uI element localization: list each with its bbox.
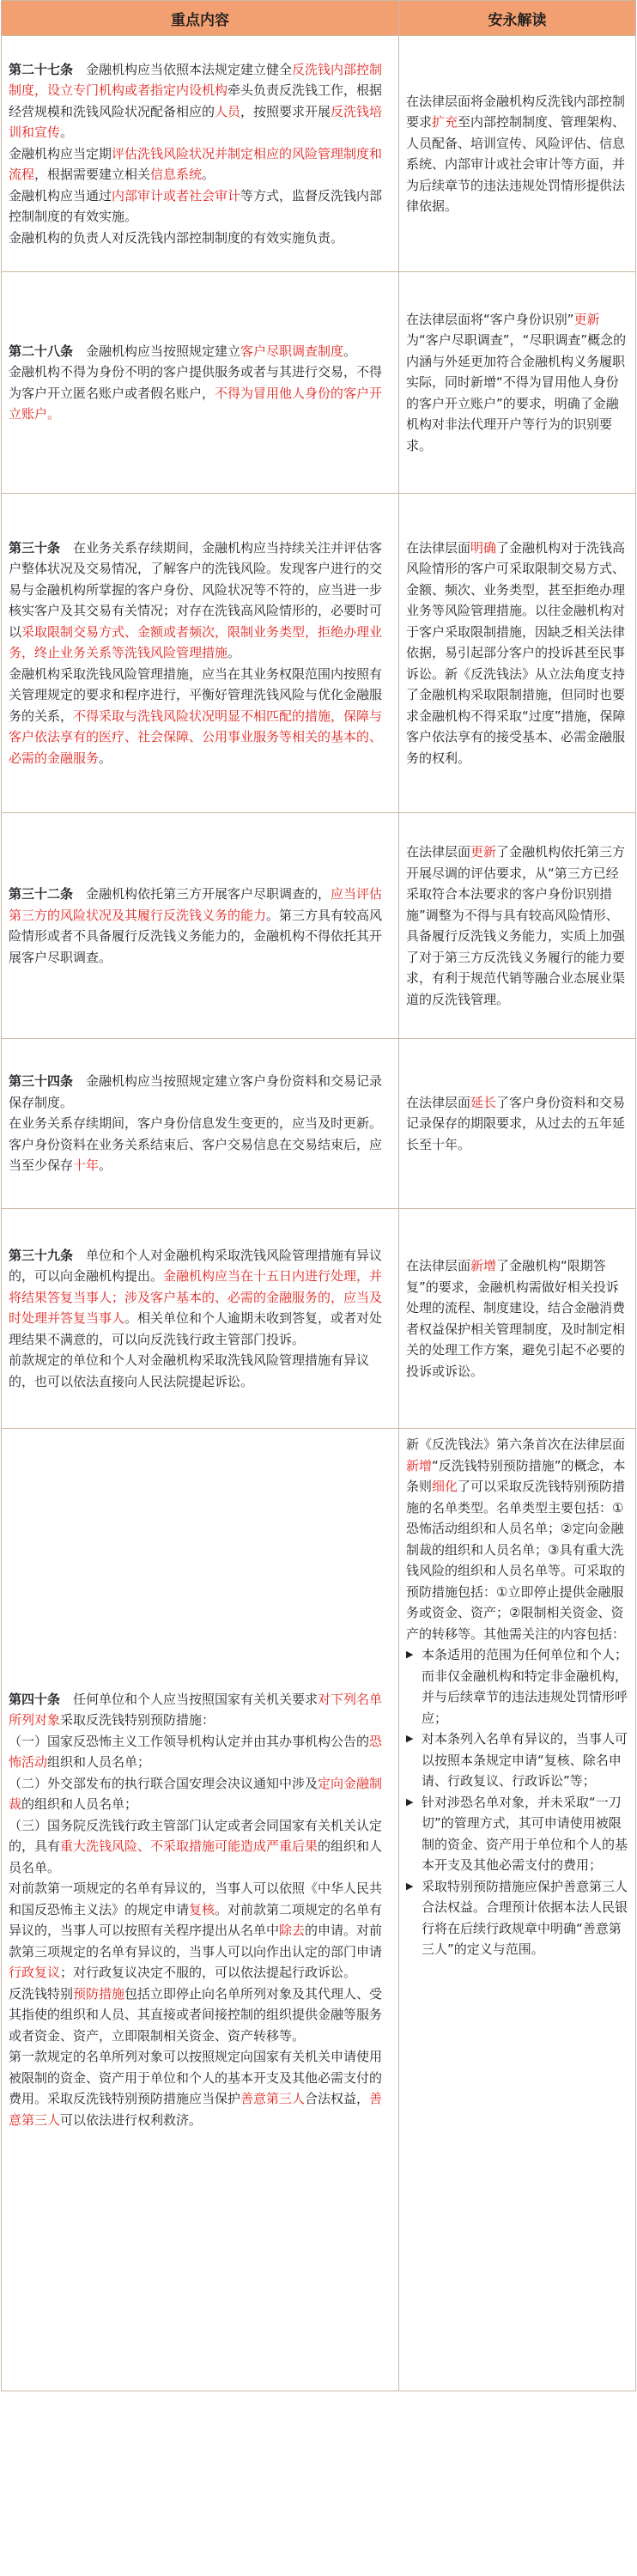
text-run: 金融机构采取洗钱风险管理措施，应当在其业务权限范围内按照有关管理规定的要求和程序进行，平衡好管理洗钱风险与优化金融服务的关系， bbox=[9, 665, 383, 724]
highlighted-text: 应当评估第三方的风险状况及其履行反洗钱义务的能力 bbox=[9, 886, 383, 923]
text-run: 为“客户尽职调查”，“尽职调查”概念的内涵与外延更加符合金融机构义务履职实际，同时新增“不得为冒用他人身份的客户开立账户”的要求，明确了金融机构对非法代理开户等行为的识别要求。 bbox=[406, 332, 627, 453]
key-content-cell bbox=[2, 494, 398, 812]
interpretation-cell bbox=[398, 813, 635, 1038]
table-row bbox=[2, 1429, 635, 2391]
bullet-item: ▶ 本条适用的范围为任何单位和个人；而非仅金融机构和特定非金融机构，并与后续章节的违法违规处罚情形呼应； bbox=[406, 1644, 628, 1728]
text-run: 在业务关系存续期间，客户身份信息发生变更的，应当及时更新。 bbox=[9, 1115, 383, 1132]
key-content-cell bbox=[2, 1429, 398, 2391]
highlighted-text: 新增 bbox=[470, 1258, 497, 1273]
table-row bbox=[2, 36, 635, 272]
highlighted-text: 延长 bbox=[470, 1094, 497, 1110]
highlighted-text: 不得为冒用他人身份的客户开立账户。 bbox=[9, 385, 383, 422]
legal-paragraph bbox=[9, 1350, 391, 1392]
text-run: 在法律层面将金融机构反洗钱内部控制要求 bbox=[406, 93, 626, 130]
text-run: 了金融机构依托第三方开展尽调的评估要求，从“第三方已经采取符合本法要求的客户身份识别措施”调整为不得与具有较高风险情形、具备履行反洗钱义务能力，实质上加强了对于第三方反洗钱义务履行的能力要求，有利于规范代销等融合业态展业渠道的反洗钱管理。 bbox=[406, 844, 626, 1007]
interpretation-bullet-list bbox=[406, 1644, 628, 1960]
text-run: 金融机构依托第三方开展客户尽职调查的， bbox=[73, 886, 331, 902]
highlighted-text: 重大洗钱风险、不采取措施可能造成严重后果 bbox=[60, 1838, 318, 1855]
highlighted-text: 定向金融制裁 bbox=[9, 1775, 383, 1813]
highlighted-text: 反洗钱培训和宣传 bbox=[9, 103, 383, 141]
legal-paragraph bbox=[9, 59, 391, 143]
highlighted-text: 细化 bbox=[432, 1479, 458, 1494]
text-run: 的组织和人员名单； bbox=[21, 1796, 138, 1813]
key-content-cell bbox=[2, 272, 398, 493]
highlighted-text: 客户尽职调查制度 bbox=[240, 343, 344, 359]
highlighted-text: 不得采取与洗钱风险状况明显不相匹配的措施，保障与客户依法享有的医疗、社会保障、公用事业服务等相关的基本的、必需的金融服务 bbox=[9, 708, 383, 766]
text-run: 了可以采取反洗钱特别预防措施的名单类型。名单类型主要包括：①恐怖活动组织和人员名单；②定向金融制裁的组织和人员名单；③具有重大洗钱风险的组织和人员名单等。可采取的预防措施包括：①立即停止提供金融服务或资金、资产；②限制相关资金、资产的转移等。其他需关注的内容包括： bbox=[406, 1479, 626, 1642]
legal-paragraph bbox=[9, 2046, 391, 2130]
text-run: 。 bbox=[228, 645, 241, 661]
text-run: 在业务关系存续期间，金融机构应当持续关注并评估客户整体状况及交易情况，了解客户的洗钱风险。发现客户进行的交易与金融机构所掌握的客户身份、风险状况等不符的，应当进一步核实客户及其交易有关情况；对存在洗钱高风险情形的，必要时可以 bbox=[9, 539, 383, 640]
text-run: （三）国务院反洗钱行政主管部门认定或者会同国家有关机关认定的，具有 bbox=[9, 1817, 383, 1855]
text-run: 。相关单位和个人逾期未收到答复，或者对处理结果不满意的，可以向反洗钱行政主管部门投诉。 bbox=[9, 1310, 383, 1347]
table-header bbox=[2, 1, 635, 36]
text-run: 组织和人员名单； bbox=[47, 1754, 151, 1771]
header-ey-interpretation: 安永解读 bbox=[398, 1, 635, 35]
highlighted-text: 十年 bbox=[73, 1157, 100, 1174]
text-run: 金融机构的负责人对反洗钱内部控制制度的有效实施负责。 bbox=[9, 229, 344, 246]
legal-paragraph bbox=[9, 228, 391, 249]
legal-paragraph bbox=[9, 143, 391, 185]
legal-paragraph bbox=[9, 185, 391, 228]
text-run: ；对行政复议决定不服的，可以依法提起行政诉讼。 bbox=[60, 1965, 357, 1981]
interpretation-cell bbox=[398, 272, 635, 493]
table-row bbox=[2, 494, 635, 813]
highlighted-text: 预防措施 bbox=[73, 1985, 125, 2002]
interpretation-cell bbox=[398, 1039, 635, 1208]
key-content-cell bbox=[2, 36, 398, 271]
legal-paragraph bbox=[9, 1984, 391, 2047]
highlighted-text: 明确 bbox=[470, 539, 497, 556]
legal-paragraph bbox=[9, 1134, 391, 1176]
highlighted-text: 扩充 bbox=[432, 114, 458, 130]
table-row bbox=[2, 813, 635, 1039]
text-run: 。 bbox=[99, 750, 112, 766]
text-run: （二）外交部发布的执行联合国安理会决议通知中涉及 bbox=[9, 1775, 318, 1791]
text-run: 至内部控制制度、管理架构、人员配备、培训宣传、风险评估、信息系统、内部审计或社会审计等方面，并为后续章节的违法违规处罚情形提供法律依据。 bbox=[406, 114, 626, 214]
text-run: ，按照要求开展 bbox=[240, 103, 331, 119]
bullet-item: ▶ 对本条列入名单有异议的，当事人可以按照本条规定申请“复核、除名申请、行政复议、行政诉讼”等； bbox=[406, 1728, 628, 1792]
header-key-content: 重点内容 bbox=[171, 11, 229, 29]
text-run: “反洗钱特别预防措施”的概念，本条则 bbox=[406, 1457, 626, 1494]
interpretation-paragraph bbox=[406, 841, 628, 1010]
highlighted-text: 评估洗钱风险状况并制定相应的风险管理制度和流程 bbox=[9, 145, 383, 183]
interpretation-cell bbox=[398, 494, 635, 812]
article-number: 第二十七条 bbox=[9, 61, 74, 77]
article-number: 第三十二条 bbox=[9, 886, 74, 902]
text-run: 。 bbox=[99, 1157, 112, 1174]
interpretation-paragraph bbox=[406, 1255, 628, 1382]
legal-paragraph bbox=[9, 341, 391, 362]
text-run: 在法律层面 bbox=[406, 844, 471, 860]
highlighted-text: 善意第三人 bbox=[9, 2091, 383, 2128]
text-run: 。对前款第二项规定的名单有异议的，当事人可以按照有关程序提出从名单中 bbox=[9, 1901, 383, 1939]
highlighted-text: 复核 bbox=[189, 1901, 215, 1917]
highlighted-text: 信息系统 bbox=[150, 167, 203, 183]
text-run: 金融机构应当按照规定建立 bbox=[73, 343, 241, 359]
text-run: 。 bbox=[60, 125, 74, 141]
text-run: 金融机构应当按照规定建立客户身份资料和交易记录保存制度。 bbox=[9, 1073, 383, 1110]
text-run: 了客户身份资料和交易记录保存的期限要求，从过去的五年延长至十年。 bbox=[406, 1094, 626, 1152]
legal-paragraph bbox=[9, 1071, 391, 1113]
legal-paragraph bbox=[9, 361, 391, 425]
text-run: 包括立即停止向名单所列对象及其代理人、受其指使的组织和人员、其直接或者间接控制的组织提供金融等服务或者资金、资产，立即限制相关资金、资产转移等。 bbox=[9, 1985, 383, 2044]
legal-paragraph bbox=[9, 1773, 391, 1815]
legal-paragraph bbox=[9, 884, 391, 968]
highlighted-text: 人员 bbox=[215, 103, 241, 119]
text-run: 可以依法进行权利救济。 bbox=[60, 2111, 203, 2128]
text-run: 的申请。对前款第三项规定的名单有异议的，当事人可以向作出认定的部门申请 bbox=[9, 1923, 383, 1959]
text-run: 对前款第一项规定的名单有异议的，当事人可以依照《中华人民共和国反恐怖主义法》的规定申请 bbox=[9, 1880, 383, 1917]
legal-paragraph bbox=[9, 1689, 391, 1731]
text-run: 在法律层面将“客户身份识别” bbox=[406, 311, 574, 327]
interpretation-cell bbox=[398, 36, 635, 271]
text-run: 单位和个人对金融机构采取洗钱风险管理措施有异议的，可以向金融机构提出。 bbox=[9, 1247, 383, 1285]
table-row bbox=[2, 272, 635, 494]
text-run: 了金融机构“限期答复”的要求，金融机构需做好相关投诉处理的流程、制度建设，结合金融消费者权益保护相关管理制度，及时制定相关的处理工作方案，避免引起不必要的投诉或诉讼。 bbox=[406, 1258, 626, 1379]
legal-paragraph bbox=[9, 1878, 391, 1984]
text-run: 的组织和人员名单。 bbox=[9, 1838, 383, 1875]
text-run: 。第三方具有较高风险情形或者不具备履行反洗钱义务能力的，金融机构不得依托其开展客户尽职调查。 bbox=[9, 907, 383, 965]
text-run: ，根据需要建立相关 bbox=[34, 167, 151, 183]
text-run: 。 bbox=[343, 343, 357, 359]
highlighted-text: 除去 bbox=[279, 1923, 306, 1939]
table-row bbox=[2, 1039, 635, 1209]
text-run: （一）国家反恐怖主义工作领导机构认定并由其办事机构公告的 bbox=[9, 1733, 370, 1749]
text-run: 采取反洗钱特别预防措施： bbox=[60, 1712, 215, 1728]
interpretation-intro bbox=[406, 1434, 628, 1644]
key-content-cell bbox=[2, 1209, 398, 1428]
text-run: 在法律层面 bbox=[406, 539, 471, 556]
interpretation-paragraph bbox=[406, 1092, 628, 1156]
legal-paragraph bbox=[9, 538, 391, 664]
text-run: 金融机构应当定期 bbox=[9, 145, 112, 161]
interpretation-cell bbox=[398, 1429, 635, 2391]
highlighted-text: 对下列名单所列对象 bbox=[9, 1691, 383, 1728]
text-run: 等方式，监督反洗钱内部控制制度的有效实施。 bbox=[9, 187, 383, 225]
text-run: 新《反洗钱法》第六条首次在法律层面 bbox=[406, 1437, 626, 1452]
text-run: 前款规定的单位和个人对金融机构采取洗钱风险管理措施有异议的，也可以依法直接向人民法院提起诉讼。 bbox=[9, 1352, 370, 1389]
text-run: 金融机构应当通过 bbox=[9, 187, 112, 204]
bullet-item: ▶ 采取特别预防措施应保护善意第三人合法权益。合理预计依据本法人民银行将在后续行政规章中明确“善意第三人”的定义与范围。 bbox=[406, 1876, 628, 1960]
text-run: 金融机构不得为身份不明的客户提供服务或者与其进行交易，不得为客户开立匿名账户或者假名账户， bbox=[9, 364, 383, 401]
interpretation-paragraph bbox=[406, 91, 628, 217]
article-number: 第四十条 bbox=[9, 1691, 61, 1707]
article-number: 第二十八条 bbox=[9, 343, 74, 359]
legal-paragraph bbox=[9, 1815, 391, 1879]
text-run: 反洗钱特别 bbox=[9, 1985, 74, 2002]
highlighted-text: 新增 bbox=[406, 1457, 433, 1473]
key-content-cell bbox=[2, 813, 398, 1038]
highlighted-text: 更新 bbox=[573, 311, 600, 327]
article-number: 第三十四条 bbox=[9, 1073, 74, 1090]
text-run: 在法律层面 bbox=[406, 1094, 471, 1110]
text-run: 了金融机构对于洗钱高风险情形的客户可采取限制交易方式、金额、频次、业务类型，甚至拒绝办理业务等风险管理措施。以往金融机构对于客户采取限制措施，因缺乏相关法律依据，易引起部分客户的投诉甚至民事诉讼。新《反洗钱法》从立法角度支持了金融机构采取限制措施，但同时也要求金融机构不得采取“过度”措施，保障客户依法享有的接受基本、必需金融服务的权利。 bbox=[406, 539, 626, 766]
text-run: 第一款规定的名单所列对象可以按照规定向国家有关机关申请使用被限制的资金、资产用于单位和个人的基本开支及其他必需支付的费用。采取反洗钱特别预防措施应当保护 bbox=[9, 2049, 383, 2107]
article-number: 第三十九条 bbox=[9, 1247, 74, 1263]
highlighted-text: 更新 bbox=[470, 844, 497, 860]
highlighted-text: 采取限制交易方式、金额或者频次，限制业务类型，拒绝办理业务，终止业务关系等洗钱风险管理措施 bbox=[9, 623, 383, 661]
text-run: 任何单位和个人应当按照国家有关机关要求 bbox=[60, 1691, 318, 1707]
key-content-cell bbox=[2, 1039, 398, 1208]
interpretation-cell bbox=[398, 1209, 635, 1428]
text-run: 合法权益， bbox=[305, 2091, 370, 2107]
comparison-table bbox=[1, 0, 636, 2391]
text-run: 牵头负责反洗钱工作，根据经营规模和洗钱风险状况配备相应的 bbox=[9, 82, 383, 119]
highlighted-text: 行政复议 bbox=[9, 1965, 61, 1981]
text-run: 在法律层面 bbox=[406, 1258, 471, 1273]
highlighted-text: 反洗钱内部控制制度，设立专门机构或者指定内设机构 bbox=[9, 61, 383, 99]
legal-paragraph bbox=[9, 664, 391, 769]
interpretation-paragraph bbox=[406, 309, 628, 457]
text-run: 。 bbox=[202, 167, 215, 183]
table-row bbox=[2, 1209, 635, 1429]
highlighted-text: 恐怖活动 bbox=[9, 1733, 383, 1771]
text-run: 金融机构应当依照本法规定建立健全 bbox=[73, 61, 293, 77]
highlighted-text: 善意第三人 bbox=[240, 2091, 306, 2107]
bullet-item: ▶ 针对涉恐名单对象，并未采取“一刀切”的管理方式，其可申请使用被限制的资金、资产用于单位和个人的基本开支及其他必需支付的费用； bbox=[406, 1792, 628, 1876]
legal-paragraph bbox=[9, 1245, 391, 1351]
legal-paragraph bbox=[9, 1731, 391, 1773]
article-number: 第三十条 bbox=[9, 539, 61, 556]
highlighted-text: 金融机构应当在十五日内进行处理，并将结果答复当事人；涉及客户基本的、必需的金融服务的，应当及时处理并答复当事人 bbox=[9, 1268, 383, 1327]
highlighted-text: 内部审计或者社会审计 bbox=[112, 187, 241, 204]
interpretation-paragraph bbox=[406, 538, 628, 769]
legal-paragraph bbox=[9, 1113, 391, 1134]
text-run: 客户身份资料在业务关系结束后、客户交易信息在交易结束后，应当至少保存 bbox=[9, 1136, 383, 1174]
